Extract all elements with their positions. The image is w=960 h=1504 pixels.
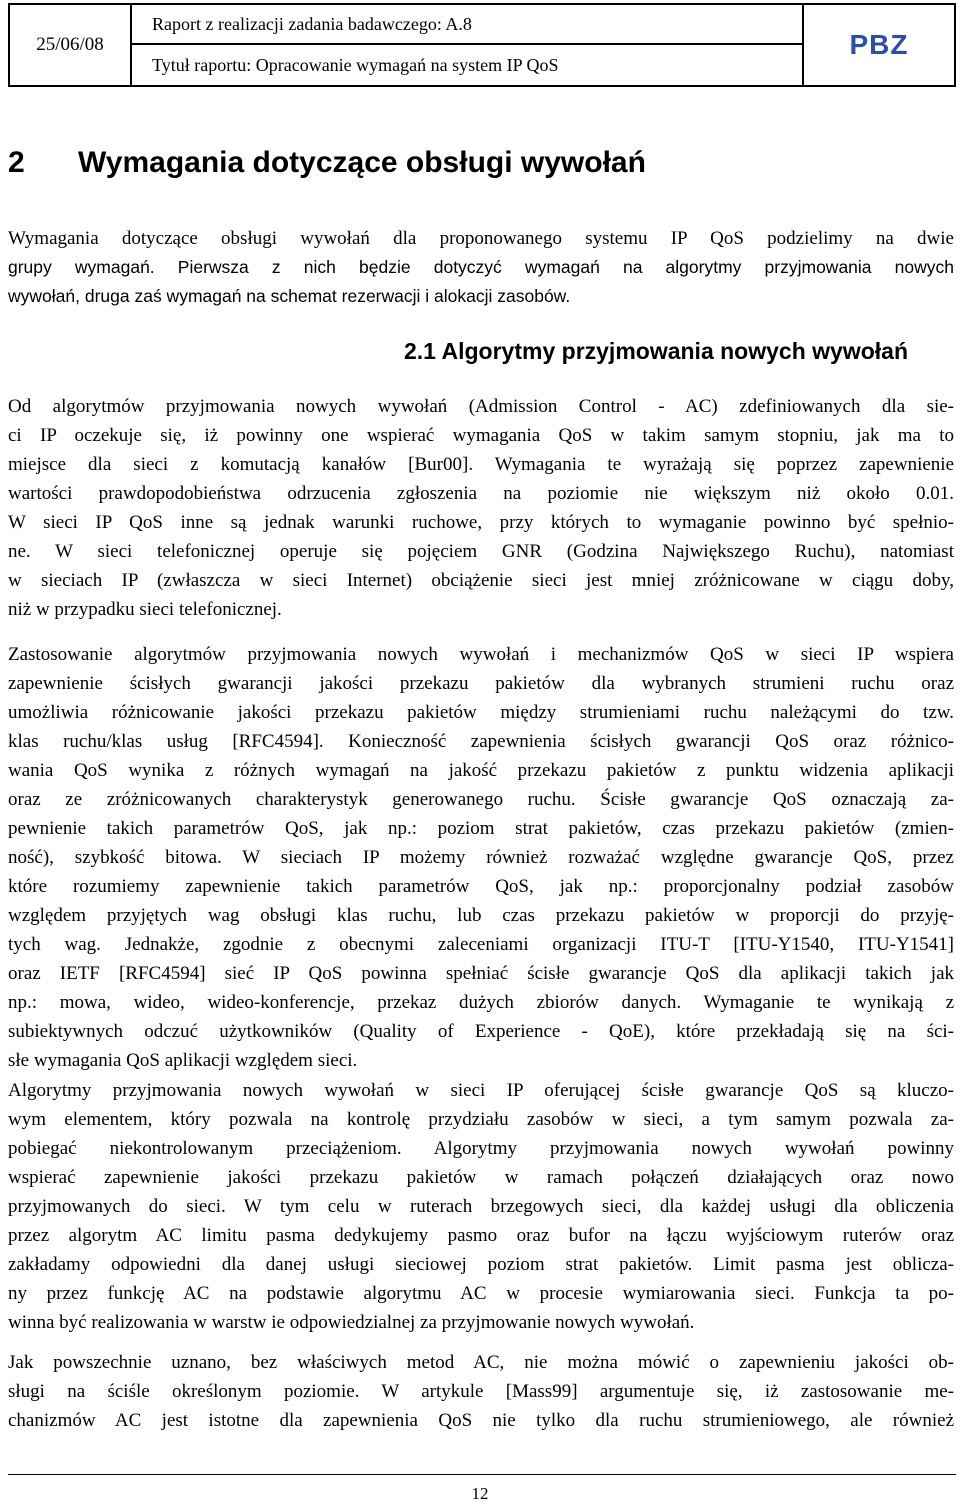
- header-report-subtitle: Tytuł raportu: Opracowanie wymagań na system IP QoS: [152, 54, 559, 75]
- paragraph-line: Od algorytmów przyjmowania nowych wywołań (Admission Control - AC) zdefiniowanych dla sie-: [8, 396, 954, 417]
- paragraph-line: przyjmowanych do sieci. W tym celu w ruterach brzegowych sieci, dla każdej usługi dla obliczenia: [8, 1196, 954, 1217]
- intro-line: wywołań, druga zaś wymagań na schemat rezerwacji i alokacji zasobów.: [8, 286, 571, 306]
- paragraph-line: winna być realizowania w warstw ie odpowiedzialnej za przyjmowanie nowych wywołań.: [8, 1312, 695, 1333]
- paragraph-line: Zastosowanie algorytmów przyjmowania nowych wywołań i mechanizmów QoS w sieci IP wspiera: [8, 644, 954, 665]
- section-heading: [8, 146, 646, 180]
- paragraph-line: ne. W sieci telefonicznej operuje się pojęciem GNR (Godzina Największego Ruchu), natomiast: [8, 541, 954, 562]
- paragraph-line: przez algorytm AC limitu pasma dedykujemy pasmo oraz bufor na łączu wyjściowym ruterów oraz: [8, 1225, 954, 1246]
- paragraph-line: np.: mowa, wideo, wideo-konferencje, przekaz dużych zbiorów danych. Wymaganie te wynikają z: [8, 992, 954, 1013]
- paragraph-line: zakładamy odpowiedni dla danej usługi sieciowej poziom strat pakietów. Limit pasma jest oblicza-: [8, 1254, 954, 1275]
- paragraph-3: [8, 1076, 954, 1337]
- page-number: 12: [471, 1484, 489, 1503]
- paragraph-line: oraz IETF [RFC4594] sieć IP QoS powinna spełniać ścisłe gwarancje QoS dla aplikacji takich jak: [8, 963, 954, 984]
- paragraph-line: wym elementem, który pozwala na kontrolę przydziału zasobów w sieci, a tym samym pozwala za-: [8, 1109, 954, 1130]
- paragraph-line: ci IP oczekuje się, iż powinny one wspierać wymagania QoS w takim samym stopniu, jak ma to: [8, 425, 954, 446]
- header-date: 25/06/08: [10, 5, 132, 85]
- paragraph-2: [8, 640, 954, 1075]
- intro-paragraph: [8, 224, 954, 311]
- paragraph-line: W sieci IP QoS inne są jednak warunki ruchowe, przy których to wymaganie powinno być spełnio-: [8, 512, 954, 533]
- paragraph-line: Jak powszechnie uznano, bez właściwych metod AC, nie można mówić o zapewnieniu jakości ob-: [8, 1352, 954, 1373]
- paragraph-line: chanizmów AC jest istotne dla zapewnienia QoS nie tylko dla ruchu strumieniowego, ale również: [8, 1410, 954, 1431]
- paragraph-4: [8, 1348, 954, 1435]
- paragraph-line: wartości prawdopodobieństwa odrzucenia zgłoszenia na poziomie nie większym niż około 0.01.: [8, 483, 954, 504]
- section-title: Wymagania dotyczące obsługi wywołań: [78, 146, 646, 179]
- paragraph-line: Algorytmy przyjmowania nowych wywołań w sieci IP oferującej ścisłe gwarancje QoS są kluczo-: [8, 1080, 954, 1101]
- paragraph-line: tych wag. Jednakże, zgodnie z obecnymi zaleceniami organizacji ITU-T [ITU-Y1540, ITU-Y1541]: [8, 934, 954, 955]
- section-number: 2: [8, 146, 25, 179]
- paragraph-line: słe wymagania QoS aplikacji względem sieci.: [8, 1050, 358, 1071]
- paragraph-line: wspierać zapewnienie jakości przekazu pakietów w ramach połączeń działających oraz nowo: [8, 1167, 954, 1188]
- subsection-heading: 2.1 Algorytmy przyjmowania nowych wywołań: [404, 338, 908, 364]
- paragraph-line: które rozumiemy zapewnienie takich parametrów QoS, jak np.: proporcjonalny podział zasobów: [8, 876, 954, 897]
- paragraph-line: pobiegać niekontrolowanym przeciążeniom. Algorytmy przyjmowania nowych wywołań powinny: [8, 1138, 954, 1159]
- paragraph-line: miejsce dla sieci z komutacją kanałów [Bur00]. Wymagania te wyrażają się poprzez zapewnienie: [8, 454, 954, 475]
- paragraph-line: zapewnienie ścisłych gwarancji jakości przekazu pakietów dla wybranych strumieni ruchu oraz: [8, 673, 954, 694]
- paragraph-line: pewnienie takich parametrów QoS, jak np.: poziom strat pakietów, czas przekazu pakietów (zmien-: [8, 818, 954, 839]
- intro-line: grupy wymagań. Pierwsza z nich będzie dotyczyć wymagań na algorytmy przyjmowania nowych: [8, 257, 954, 277]
- paragraph-line: niż w przypadku sieci telefonicznej.: [8, 599, 282, 620]
- footer-divider: [8, 1474, 956, 1475]
- header-report-title: Raport z realizacji zadania badawczego: A.8: [132, 5, 802, 45]
- paragraph-line: względem przyjętych wag obsługi klas ruchu, lub czas przekazu pakietów w proporcji do przyję-: [8, 905, 954, 926]
- paragraph-line: w sieciach IP (zwłaszcza w sieci Internet) obciążenie sieci jest mniej zróżnicowane w ciągu doby,: [8, 570, 954, 591]
- paragraph-line: umożliwia różnicowanie jakości przekazu pakietów między strumieniami ruchu należącymi do tzw.: [8, 702, 954, 723]
- report-header: [8, 3, 956, 87]
- paragraph-line: subiektywnych odczuć użytkowników (Quality of Experience - QoE), które przekładają się na ści-: [8, 1021, 954, 1042]
- paragraph-line: wania QoS wynika z różnych wymagań na jakość przekazu pakietów z punktu widzenia aplikacji: [8, 760, 954, 781]
- paragraph-1: [8, 392, 954, 624]
- header-titles: [132, 5, 804, 85]
- pbz-logo: PBZ: [849, 29, 909, 60]
- intro-line: Wymagania dotyczące obsługi wywołań dla proponowanego systemu IP QoS podzielimy na dwie: [8, 228, 954, 249]
- paragraph-line: ny przez funkcję AC na podstawie algorytmu AC w procesie wymiarowania sieci. Funkcja ta po-: [8, 1283, 954, 1304]
- paragraph-line: oraz ze zróżnicowanych charakterystyk generowanego ruchu. Ścisłe gwarancje QoS oznaczają za-: [8, 789, 954, 810]
- paragraph-line: klas ruchu/klas usług [RFC4594]. Konieczność zapewnienia ścisłych gwarancji QoS oraz różnico-: [8, 731, 954, 752]
- paragraph-line: ność), szybkość bitowa. W sieciach IP możemy również rozważać względne gwarancje QoS, przez: [8, 847, 954, 868]
- paragraph-line: sługi na ściśle określonym poziomie. W artykule [Mass99] argumentuje się, iż zastosowanie me-: [8, 1381, 954, 1402]
